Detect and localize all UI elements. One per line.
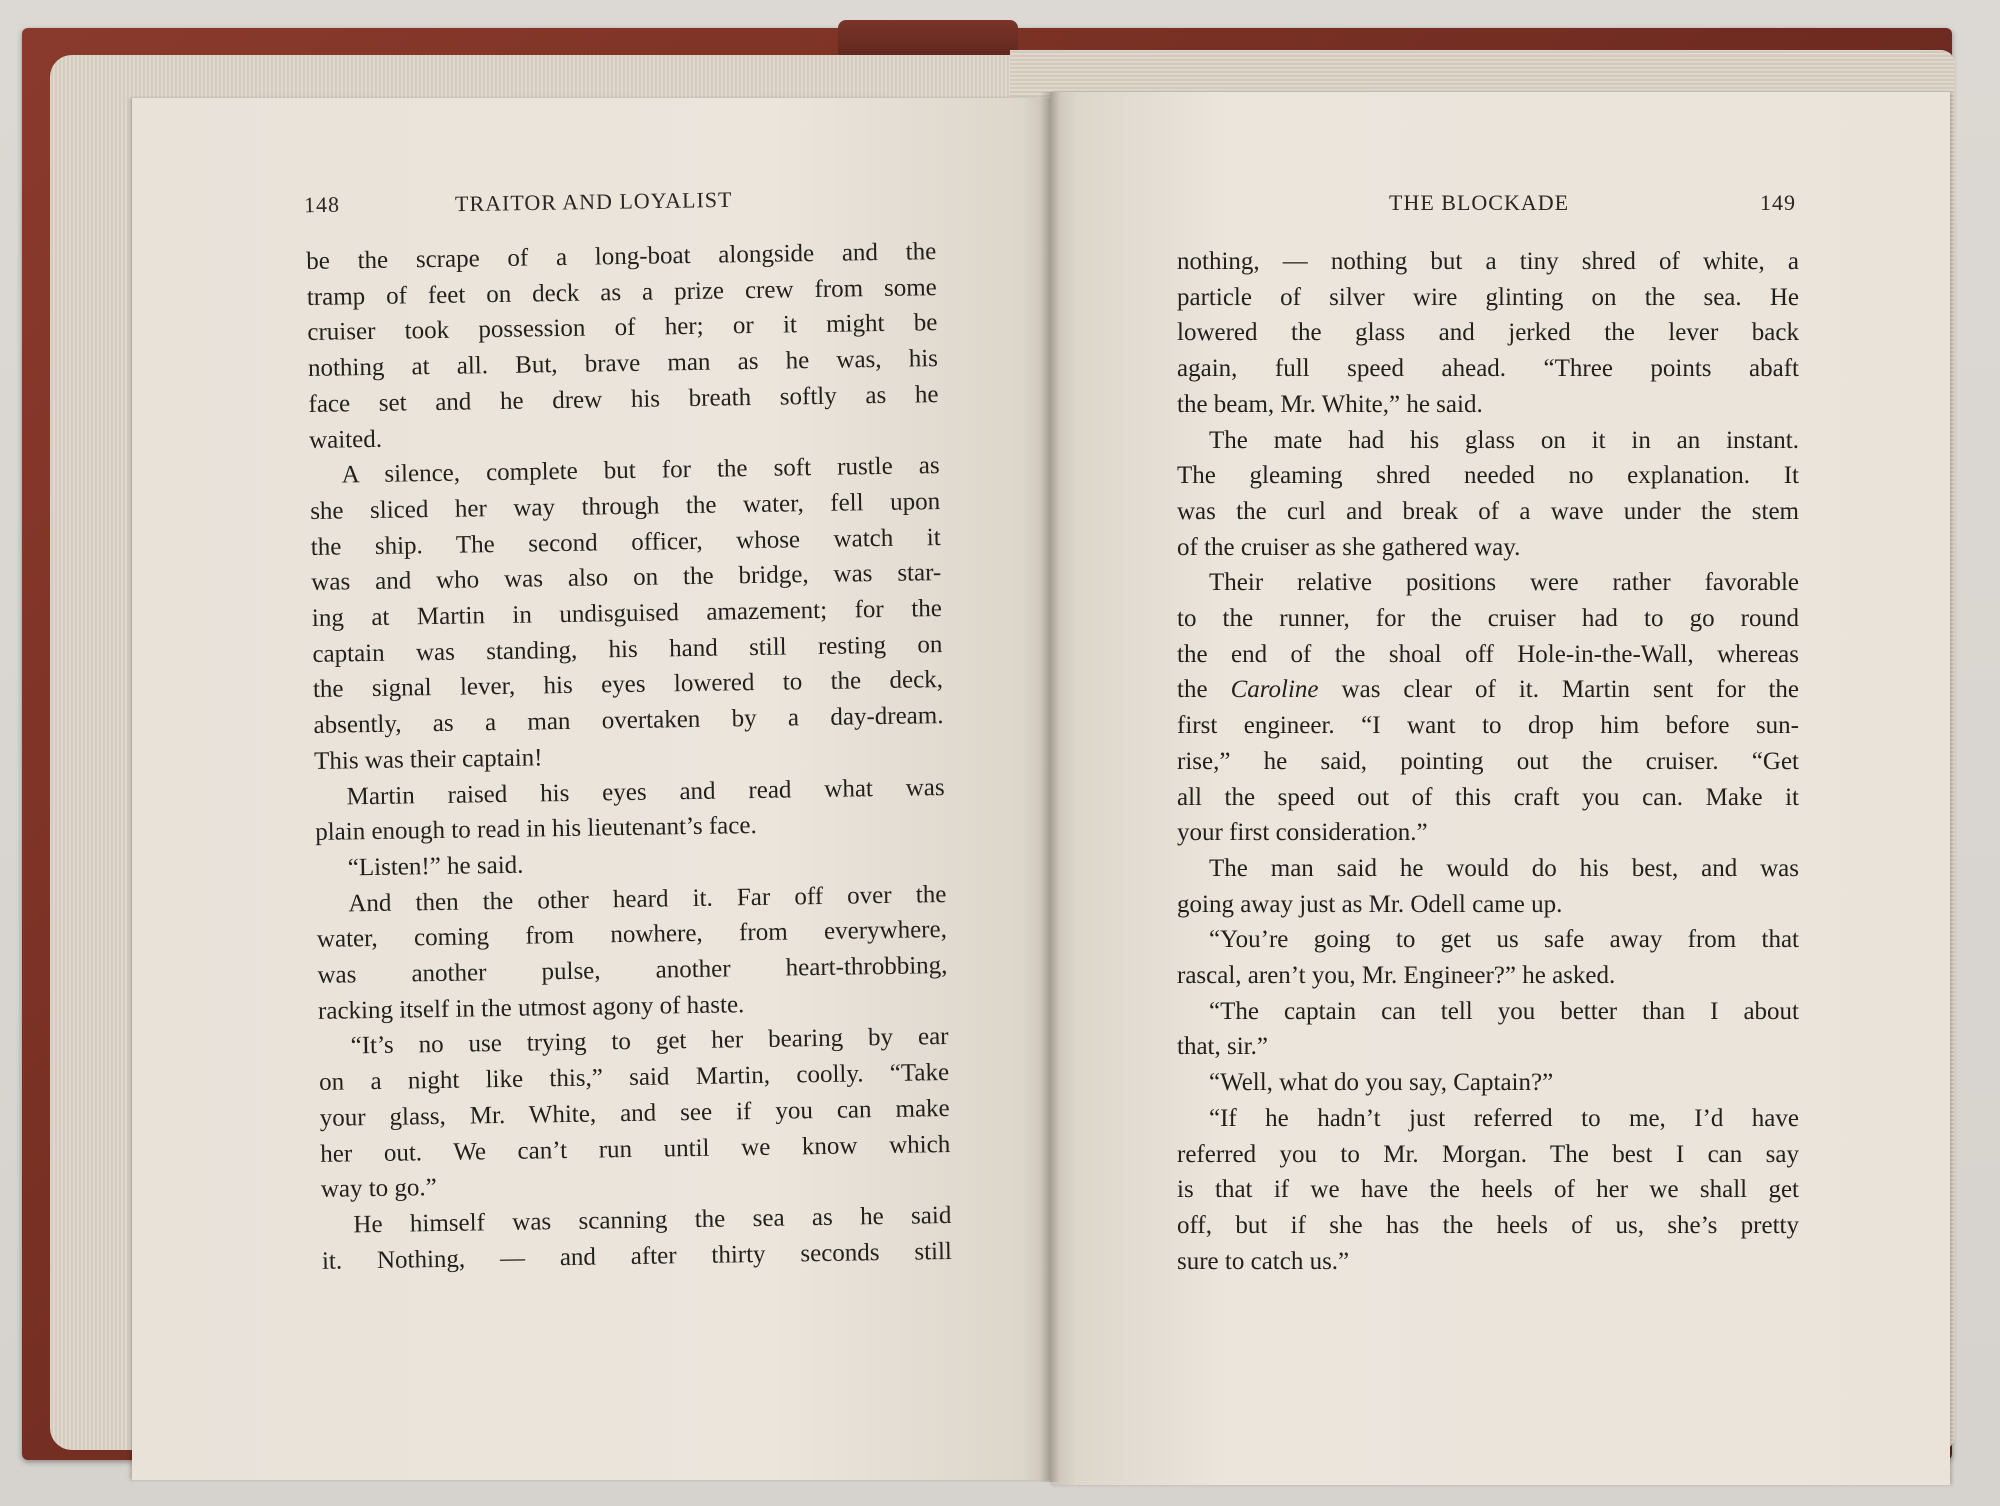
ship-name: Caroline (1230, 676, 1319, 704)
text-line: The man said he would do his best, and was (1209, 854, 1799, 882)
text-line: Martin raised his eyes and read what was (346, 773, 945, 810)
text-line: all the speed out of this craft you can. Make it (1177, 783, 1799, 811)
text-line: tramp of feet on deck as a prize crew from some (306, 273, 937, 311)
text-line: nothing, — nothing but a tiny shred of white, a (1177, 248, 1799, 275)
text-line: was and who was also on the bridge, was star- (311, 559, 942, 597)
text-line: your glass, Mr. White, and see if you can make (319, 1094, 950, 1132)
text-line: way to go.” (320, 1174, 438, 1204)
text-line: the beam, Mr. White,” he said. (1177, 390, 1483, 418)
text-line: the ship. The second officer, whose watch it (310, 523, 941, 561)
left-page-number: 148 (303, 191, 341, 218)
text-line: ing at Martin in undisguised amazement; for the (311, 595, 943, 632)
text-line: “Well, what do you say, Captain?” (1209, 1069, 1554, 1097)
text-line: the signal lever, his eyes lowered to the deck, (312, 666, 944, 704)
text-line: on a night like this,” said Martin, coolly. “Take (318, 1059, 950, 1097)
text-line: referred you to Mr. Morgan. The best I can say (1177, 1140, 1799, 1168)
text-fragment: the (1177, 676, 1231, 704)
text-line: rise,” he said, pointing out the cruiser. “Get (1177, 747, 1799, 775)
text-line: it. Nothing, — and after thirty seconds still (321, 1237, 953, 1275)
left-running-title: TRAITOR AND LOYALIST (454, 186, 733, 217)
right-page-text (1177, 244, 1799, 1279)
text-line: “You’re going to get us safe away from that (1209, 926, 1799, 954)
text-line: absently, as a man overtaken by a day-dream. (313, 702, 944, 740)
text-line (1177, 672, 1799, 708)
text-line: racking itself in the utmost agony of haste. (317, 990, 745, 1025)
text-line: that, sir.” (1177, 1033, 1268, 1061)
text-line: off, but if she has the heels of us, she’s pretty (1177, 1211, 1799, 1239)
text-line: waited. (308, 425, 383, 454)
text-line: A silence, complete but for the soft rustle as (341, 452, 940, 489)
text-line: face set and he drew his breath softly as he (308, 380, 939, 418)
text-line: “Listen!” he said. (347, 851, 524, 882)
right-page-number: 149 (1760, 190, 1796, 215)
book-gutter (1040, 92, 1060, 1482)
text-line: water, coming from nowhere, from everywhere, (316, 916, 948, 954)
text-line: particle of silver wire glinting on the sea. He (1177, 283, 1799, 311)
text-line: was the curl and break of a wave under the stem (1177, 497, 1799, 525)
text-line: This was their captain! (313, 744, 543, 775)
text-line: “It’s no use trying to get her bearing by ear (350, 1023, 949, 1060)
text-line: cruiser took possession of her; or it might be (307, 309, 938, 347)
text-line: plain enough to read in his lieutenant’s face. (315, 812, 757, 847)
text-line: captain was standing, his hand still resting on (312, 630, 943, 668)
text-line: is that if we have the heels of her we shall get (1177, 1176, 1799, 1204)
text-line: nothing at all. But, brave man as he was, his (307, 345, 939, 383)
text-line: to the runner, for the cruiser had to go round (1177, 605, 1799, 633)
text-line: He himself was scanning the sea as he said (353, 1201, 952, 1239)
text-line: was another pulse, another heart-throbbing, (317, 952, 948, 989)
text-line: her out. We can’t run until we know which (320, 1130, 951, 1168)
text-line: going away just as Mr. Odell came up. (1177, 890, 1563, 918)
text-line: And then the other heard it. Far off over the (348, 880, 947, 918)
text-line: lowered the glass and jerked the lever back (1177, 319, 1799, 347)
text-line: be the scrape of a long-boat alongside and the (306, 238, 937, 275)
right-running-title: THE BLOCKADE (1389, 190, 1570, 215)
left-page-text (306, 234, 952, 1279)
text-line: The gleaming shred needed no explanation. It (1177, 462, 1799, 490)
text-line: she sliced her way through the water, fell upon (309, 487, 941, 525)
text-line: “If he hadn’t just referred to me, I’d have (1209, 1104, 1799, 1132)
text-line: The mate had his glass on it in an instant. (1209, 426, 1799, 454)
book-spine (838, 20, 1018, 60)
text-line: again, full speed ahead. “Three points abaft (1177, 355, 1799, 383)
text-line: of the cruiser as she gathered way. (1177, 533, 1521, 561)
text-line: rascal, aren’t you, Mr. Engineer?” he asked. (1177, 962, 1616, 990)
text-line: “The captain can tell you better than I about (1209, 997, 1799, 1025)
text-line: sure to catch us.” (1177, 1247, 1350, 1275)
text-line: your first consideration.” (1177, 819, 1428, 847)
text-line: the end of the shoal off Hole-in-the-Wall, whereas (1177, 640, 1799, 668)
text-line: Their relative positions were rather favorable (1209, 569, 1799, 597)
text-fragment: was clear of it. Martin sent for the (1318, 676, 1799, 704)
text-line: first engineer. “I want to drop him before sun- (1177, 712, 1799, 740)
